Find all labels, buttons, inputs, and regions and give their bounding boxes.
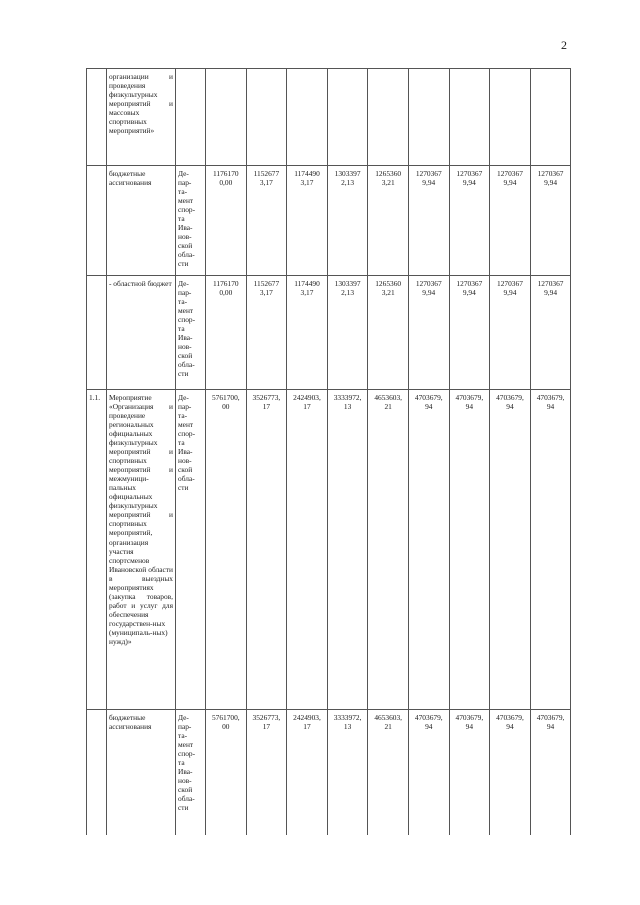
value-cell-text: 4703679, 94	[414, 393, 443, 412]
value-cell	[530, 710, 571, 835]
value-cell	[408, 276, 449, 390]
value-cell	[327, 166, 368, 276]
value-cell	[327, 710, 368, 835]
value-cell-text: 3526773, 17	[252, 713, 281, 732]
table-row	[87, 710, 571, 835]
value-cell-text: 1270367 9,94	[537, 169, 564, 188]
description-cell-text: бюджетные ассигнования	[109, 169, 152, 188]
table-row	[87, 276, 571, 390]
value-cell	[287, 390, 328, 710]
page-number: 2	[561, 38, 567, 52]
executor-cell	[176, 276, 206, 390]
value-cell-text: 4653603, 21	[374, 713, 403, 732]
row-number-cell-text: 1.1.	[89, 393, 101, 402]
value-cell	[368, 69, 409, 166]
value-cell	[530, 276, 571, 390]
value-cell-text: 1270367 9,94	[537, 279, 564, 298]
value-cell-text: 4703679, 94	[496, 713, 524, 732]
value-cell	[449, 69, 490, 166]
value-cell	[327, 69, 368, 166]
value-cell	[246, 390, 287, 710]
value-cell-text: 1270367 9,94	[456, 279, 483, 298]
description-cell-text: бюджетные ассигнования	[109, 713, 152, 732]
value-cell	[246, 166, 287, 276]
value-cell	[287, 69, 328, 166]
value-cell-text: 2424903, 17	[293, 393, 321, 412]
value-cell	[327, 390, 368, 710]
executor-cell-text: Де- пар- та- мент спор- та Ива- нов- ской обла- сти	[178, 713, 196, 813]
value-cell	[368, 166, 409, 276]
value-cell	[246, 69, 287, 166]
row-number-cell	[87, 276, 107, 390]
value-cell	[449, 390, 490, 710]
executor-cell	[176, 710, 206, 835]
value-cell-text: 2424903, 17	[293, 713, 321, 732]
value-cell	[449, 276, 490, 390]
value-cell-text: 1265360 3,21	[375, 169, 402, 188]
value-cell-text: 4703679, 94	[536, 713, 565, 732]
description-cell	[107, 390, 176, 710]
value-cell	[490, 276, 531, 390]
value-cell	[530, 166, 571, 276]
executor-cell-text: Де- пар- та- мент спор- та Ива- нов- ской обла- сти	[178, 393, 196, 493]
value-cell	[449, 166, 490, 276]
value-cell-text: 1270367 9,94	[415, 169, 442, 188]
executor-cell-text: Де- пар- та- мент спор- та Ива- нов- ской обла- сти	[178, 169, 196, 269]
value-cell	[206, 390, 247, 710]
value-cell-text: 1270367 9,94	[497, 169, 523, 188]
value-cell	[206, 166, 247, 276]
value-cell	[490, 390, 531, 710]
value-cell-text: 1270367 9,94	[497, 279, 523, 298]
row-number-cell	[87, 710, 107, 835]
value-cell	[408, 390, 449, 710]
value-cell	[327, 276, 368, 390]
executor-cell-text: Де- пар- та- мент спор- та Ива- нов- ской обла- сти	[178, 279, 196, 379]
table-row	[87, 69, 571, 166]
value-cell-text: 1176170 0,00	[213, 169, 239, 188]
value-cell-text: 5761700, 00	[211, 713, 240, 732]
value-cell-text: 1270367 9,94	[415, 279, 442, 298]
value-cell	[368, 276, 409, 390]
description-cell	[107, 710, 176, 835]
executor-cell	[176, 390, 206, 710]
value-cell	[206, 276, 247, 390]
value-cell	[490, 69, 531, 166]
value-cell	[490, 166, 531, 276]
value-cell-text: 1174490 3,17	[294, 169, 320, 188]
value-cell-text: 1174490 3,17	[294, 279, 320, 298]
description-cell-text: - областной бюджет	[109, 279, 172, 288]
description-cell-text: Мероприятие «Организация и проведение региональных официальных физкультурных мероприятий и спортивных мероприятий и межмуници-пальных официальных физкультурных мероприятий и спортивных мероприятий, организация участия спортсменов Ивановской области в выездных мероприятиях (закупка товаров, работ и услуг для обеспечения государствен-ных (муниципаль-ных) нужд)»	[109, 393, 173, 646]
value-cell-text: 5761700, 00	[211, 393, 240, 412]
value-cell-text: 1303397 2,13	[334, 169, 361, 188]
value-cell	[530, 390, 571, 710]
value-cell-text: 3526773, 17	[252, 393, 281, 412]
value-cell	[530, 69, 571, 166]
value-cell-text: 1152677 3,17	[253, 169, 280, 188]
value-cell-text: 1176170 0,00	[213, 279, 239, 298]
value-cell	[206, 710, 247, 835]
value-cell-text: 4703679, 94	[455, 393, 484, 412]
value-cell	[408, 69, 449, 166]
value-cell-text: 4653603, 21	[374, 393, 403, 412]
description-cell	[107, 166, 176, 276]
budget-table	[86, 68, 571, 835]
value-cell	[490, 710, 531, 835]
value-cell	[246, 710, 287, 835]
value-cell	[449, 710, 490, 835]
value-cell	[408, 710, 449, 835]
row-number-cell	[87, 166, 107, 276]
value-cell-text: 4703679, 94	[455, 713, 484, 732]
value-cell	[368, 710, 409, 835]
description-cell	[107, 69, 176, 166]
value-cell-text: 3333972, 13	[333, 713, 362, 732]
table-row	[87, 166, 571, 276]
executor-cell	[176, 69, 206, 166]
value-cell-text: 3333972, 13	[333, 393, 362, 412]
value-cell	[368, 390, 409, 710]
row-number-cell	[87, 69, 107, 166]
value-cell-text: 1152677 3,17	[253, 279, 280, 298]
value-cell	[287, 166, 328, 276]
value-cell-text: 1270367 9,94	[456, 169, 483, 188]
value-cell-text: 4703679, 94	[496, 393, 524, 412]
table-row	[87, 390, 571, 710]
executor-cell	[176, 166, 206, 276]
value-cell-text: 1303397 2,13	[334, 279, 361, 298]
value-cell	[287, 710, 328, 835]
value-cell-text: 4703679, 94	[536, 393, 565, 412]
value-cell	[408, 166, 449, 276]
description-cell	[107, 276, 176, 390]
description-cell-text: организации и проведения физкультурных мероприятий и массовых спортивных мероприятий»	[109, 72, 173, 136]
value-cell	[287, 276, 328, 390]
value-cell	[246, 276, 287, 390]
value-cell	[206, 69, 247, 166]
value-cell-text: 4703679, 94	[414, 713, 443, 732]
row-number-cell	[87, 390, 107, 710]
value-cell-text: 1265360 3,21	[375, 279, 402, 298]
